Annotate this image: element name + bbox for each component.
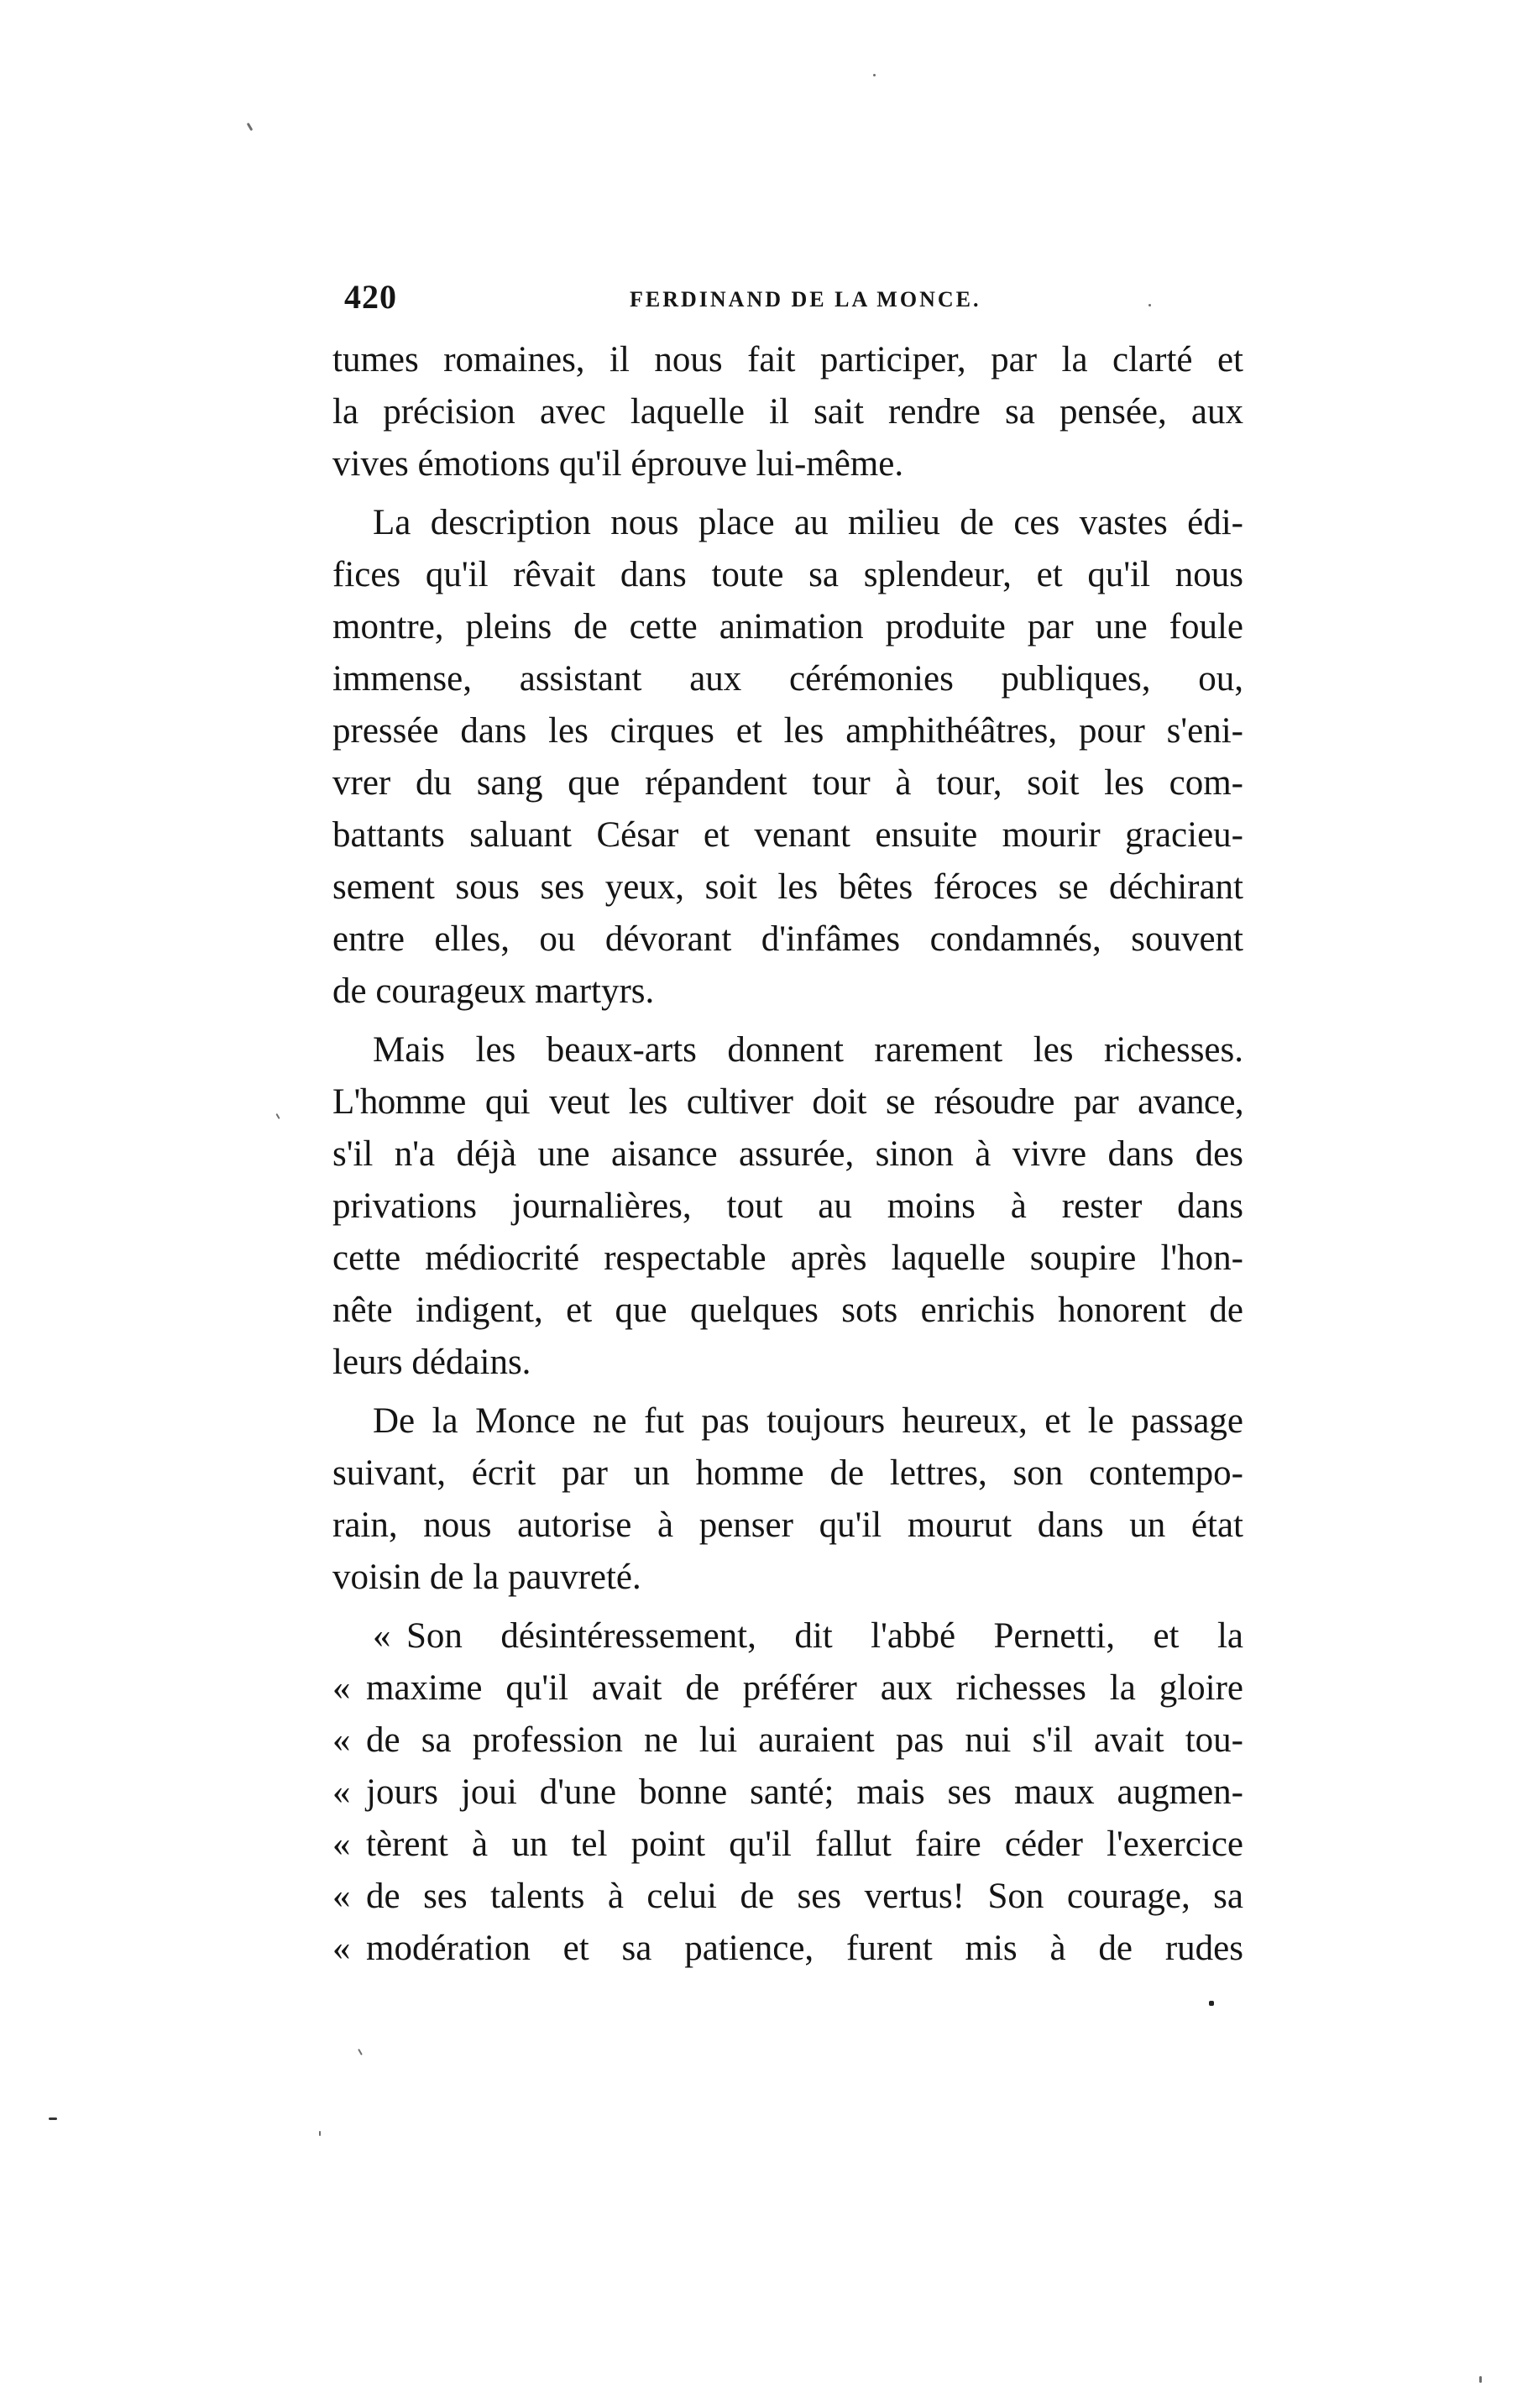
text-line: de courageux martyrs.: [332, 971, 655, 1011]
text-line: De la Monce ne fut pas toujours heureux, et le passage: [373, 1401, 1243, 1441]
quote-text: de sa profession ne lui auraient pas nui s'il avait tou-: [366, 1720, 1243, 1760]
page-number: 420: [344, 278, 397, 316]
page-header: [344, 277, 1234, 327]
text-line: voisin de la pauvreté.: [332, 1557, 641, 1597]
quote-mark: «: [332, 1772, 351, 1812]
quote-text: de ses talents à celui de ses vertus! Son courage, sa: [366, 1877, 1243, 1916]
paragraph-4: [332, 1395, 1243, 1604]
text-line: battants saluant César et venant ensuite mourir gracieu-: [332, 815, 1243, 855]
text-line: rain, nous autorise à penser qu'il mourut dans un état: [332, 1505, 1243, 1545]
text-line: vrer du sang que répandent tour à tour, soit les com-: [332, 763, 1243, 803]
paragraph-1: [332, 334, 1243, 490]
quote-mark: «: [332, 1668, 351, 1708]
paper-speck: [358, 2049, 363, 2055]
text-line: nête indigent, et que quelques sots enrichis honorent de: [332, 1290, 1243, 1330]
quote-mark: «: [332, 1824, 351, 1864]
quote-text: modération et sa patience, furent mis à de rudes: [366, 1929, 1243, 1968]
text-line: La description nous place au milieu de ces vastes édi-: [373, 503, 1243, 542]
text-line: vives émotions qu'il éprouve lui-même.: [332, 444, 904, 484]
quote-text: tèrent à un tel point qu'il fallut faire céder l'exercice: [366, 1824, 1243, 1864]
paragraph-2: [332, 497, 1243, 1018]
text-line: leurs dédains.: [332, 1343, 531, 1382]
text-line: Mais les beaux-arts donnent rarement les richesses.: [373, 1030, 1243, 1070]
paper-speck: [873, 74, 876, 76]
quote-text: maxime qu'il avait de préférer aux richesses la gloire: [366, 1668, 1243, 1708]
quote-line: [332, 1819, 1243, 1871]
text-line: L'homme qui veut les cultiver doit se résoudre par avance,: [332, 1082, 1243, 1122]
running-title: FERDINAND DE LA MONCE.: [630, 287, 981, 311]
quote-mark: «: [373, 1616, 391, 1656]
text-line: sement sous ses yeux, soit les bêtes féroces se déchirant: [332, 867, 1243, 907]
body-text: [332, 334, 1243, 1975]
paper-speck: [319, 2131, 321, 2136]
quote-line: [332, 1610, 1243, 1662]
paper-speck: [1148, 304, 1151, 306]
text-line: entre elles, ou dévorant d'infâmes condamnés, souvent: [332, 919, 1243, 959]
quote-line: [332, 1871, 1243, 1923]
quote-line: [332, 1923, 1243, 1975]
paper-speck: [49, 2117, 57, 2120]
paper-speck: [1209, 2001, 1214, 2006]
quotation: [332, 1610, 1243, 1975]
paper-speck: [275, 1113, 280, 1119]
text-line: tumes romaines, il nous fait participer, par la clarté et: [332, 340, 1243, 380]
quote-line: [332, 1767, 1243, 1819]
quote-mark: «: [332, 1720, 351, 1760]
text-line: privations journalières, tout au moins à rester dans: [332, 1186, 1243, 1226]
paragraph-3: [332, 1024, 1243, 1389]
text-line: montre, pleins de cette animation produite par une foule: [332, 607, 1243, 646]
text-line: immense, assistant aux cérémonies publiques, ou,: [332, 659, 1243, 699]
quote-line: [332, 1662, 1243, 1714]
text-line: pressée dans les cirques et les amphithéâtres, pour s'eni-: [332, 711, 1243, 751]
quote-text: Son désintéressement, dit l'abbé Pernetti, et la: [406, 1616, 1243, 1656]
text-line: s'il n'a déjà une aisance assurée, sinon à vivre dans des: [332, 1134, 1243, 1174]
text-line: suivant, écrit par un homme de lettres, son contempo-: [332, 1453, 1243, 1493]
text-line: la précision avec laquelle il sait rendre sa pensée, aux: [332, 392, 1243, 432]
quote-line: [332, 1714, 1243, 1767]
paper-speck: [1479, 2376, 1482, 2383]
quote-text: jours joui d'une bonne santé; mais ses maux augmen-: [366, 1772, 1243, 1812]
text-line: fices qu'il rêvait dans toute sa splendeur, et qu'il nous: [332, 555, 1243, 594]
quote-mark: «: [332, 1929, 351, 1968]
text-line: cette médiocrité respectable après laquelle soupire l'hon-: [332, 1238, 1243, 1278]
quote-mark: «: [332, 1877, 351, 1916]
paper-speck: [247, 123, 254, 131]
